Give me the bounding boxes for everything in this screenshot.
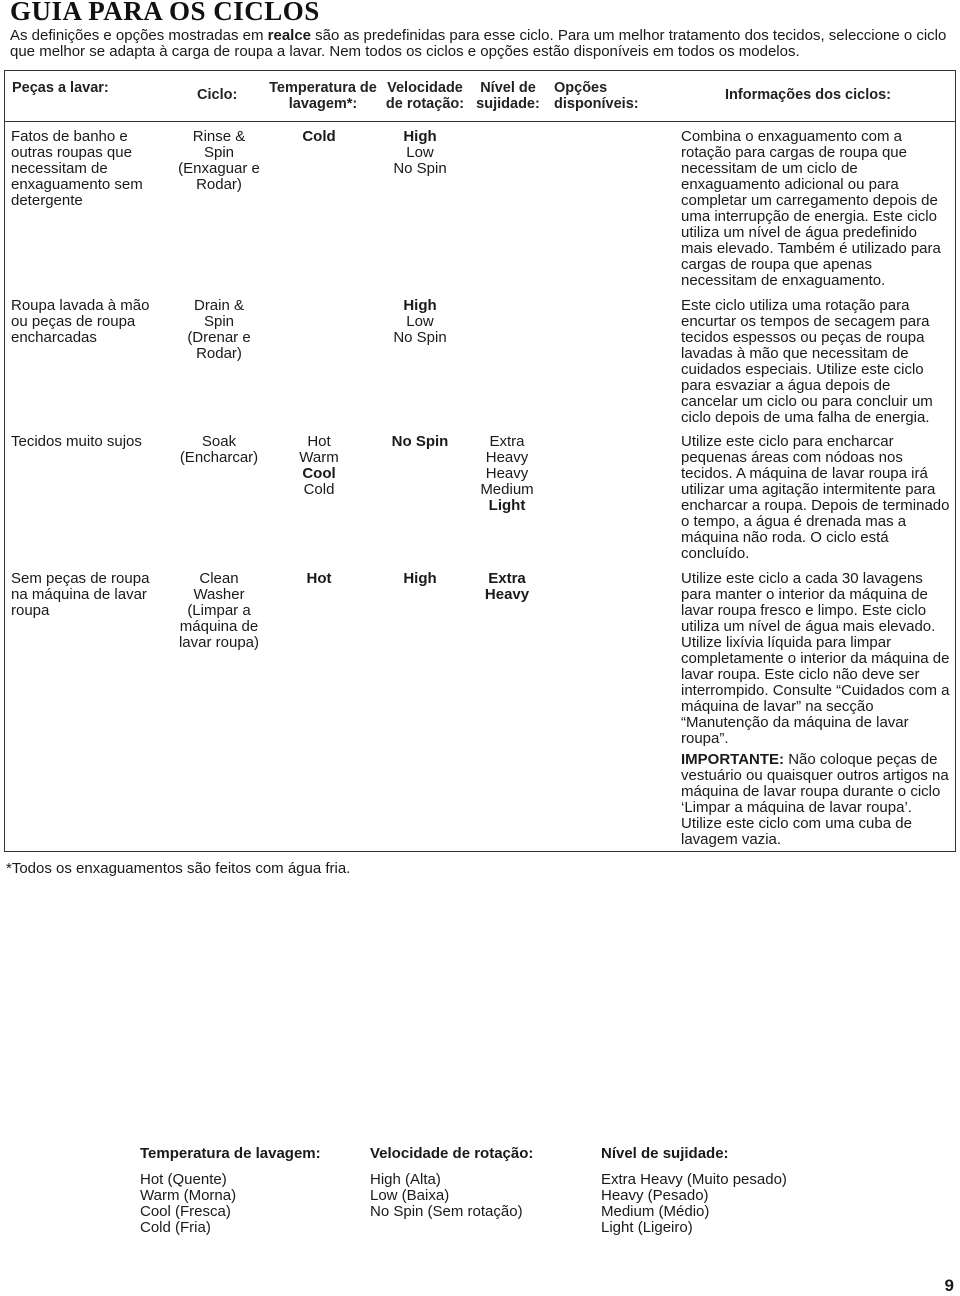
info-text: Utilize este ciclo a cada 30 lavagens para manter o interior da máquina de lavar roupa fresco e limpo. Este ciclo utiliza um nível de água mais elevado. Utilize lixívia líquida para limpar completamente o interior da máquina de lavar roupa. Este ciclo não deve ser interrompido. Consulte “Cuidados com a máquina de lavar” na secção “Manutenção da máquina de lavar roupa”. <box>681 570 950 747</box>
important-note <box>681 752 951 848</box>
important-label: IMPORTANTE: <box>681 751 785 768</box>
legend-item: Light (Ligeiro) <box>601 1219 693 1236</box>
legend-item: Extra Heavy (Muito pesado) <box>601 1171 787 1188</box>
spin-cell <box>369 129 471 177</box>
soil-cell <box>471 434 543 514</box>
temp-value: Hot <box>307 433 331 450</box>
important-text: Não coloque peças de vestuário ou quaisquer outros artigos na máquina de lavar roupa durante o ciclo ‘Limpar a máquina de lavar roupa’. Utilize este ciclo com uma cuba de lavagem vazia. <box>681 751 949 848</box>
header-cycle: Ciclo: <box>197 87 238 103</box>
legend-soil-level <box>601 1146 787 1236</box>
header-spin-speed: Velocidade de rotação: <box>385 80 465 112</box>
legend-title: Velocidade de rotação: <box>370 1145 534 1162</box>
legend-item: Hot (Quente) <box>140 1171 227 1188</box>
temp-value: Hot <box>306 570 332 587</box>
intro-text-2: são as predefinidas para esse ciclo. Para um melhor tratamento dos tecidos, seleccione o ciclo que melhor se adapta à carga de roupa a lavar. Nem todos os ciclos e opções estão disponíveis em todos os modelos. <box>10 27 947 60</box>
spin-cell <box>369 571 471 587</box>
spin-value: High <box>403 570 437 587</box>
temp-value: Warm <box>299 449 339 466</box>
cycle-cell: Clean Washer (Limpar a máquina de lavar roupa) <box>178 570 260 651</box>
info-cell: Este ciclo utiliza uma rotação para encurtar os tempos de secagem para tecidos espessos ou peças de roupa lavadas à mão que necessitam de cuidados especiais. Utilize este ciclo para esvaziar a água depois de cancelar um ciclo ou para concluir um ciclo depois de uma falha de energia. <box>681 297 933 426</box>
intro-text-1: As definições e opções mostradas em <box>10 27 268 44</box>
table-header <box>5 71 955 122</box>
legend-item: Low (Baixa) <box>370 1187 450 1204</box>
header-temperature: Temperatura de lavagem*: <box>269 80 377 112</box>
legend-item: Warm (Morna) <box>140 1187 237 1204</box>
temperature-cell <box>267 434 371 498</box>
header-options: Opções disponíveis: <box>554 80 639 112</box>
legend-item: Cold (Fria) <box>140 1219 211 1236</box>
temp-value: Cold <box>303 481 335 498</box>
temp-value: Cool <box>302 465 336 482</box>
temperature-cell <box>267 129 371 145</box>
spin-value: Low <box>406 144 434 161</box>
spin-value: No Spin <box>393 329 447 346</box>
cycle-cell: Drain & Spin (Drenar e Rodar) <box>187 297 251 362</box>
legend-item: Medium (Médio) <box>601 1203 710 1220</box>
cycle-cell: Rinse & Spin (Enxaguar e Rodar) <box>178 128 260 193</box>
cycle-cell: Soak (Encharcar) <box>179 433 259 466</box>
temp-value: Cold <box>302 128 336 145</box>
cycle-guide-table <box>4 70 956 852</box>
spin-cell <box>369 298 471 346</box>
footnote: *Todos os enxaguamentos são feitos com água fria. <box>6 860 351 877</box>
soil-value: Heavy <box>485 465 529 482</box>
spin-value: High <box>403 128 437 145</box>
items-cell: Fatos de banho e outras roupas que necessitam de enxaguamento sem detergente <box>11 128 143 209</box>
items-cell: Roupa lavada à mão ou peças de roupa encharcadas <box>11 297 150 346</box>
items-cell: Tecidos muito sujos <box>11 433 142 450</box>
header-cycle-info: Informações dos ciclos: <box>725 87 891 103</box>
header-soil-level: Nível de sujidade: <box>476 80 540 112</box>
intro-paragraph <box>10 28 955 60</box>
soil-cell <box>481 571 533 603</box>
intro-highlight: realce <box>267 27 312 44</box>
legend-item: Cool (Fresca) <box>140 1203 231 1220</box>
legend-item: High (Alta) <box>370 1171 441 1188</box>
spin-value: No Spin <box>391 433 449 450</box>
header-items: Peças a lavar: <box>12 80 109 96</box>
info-cell <box>681 571 951 848</box>
spin-value: High <box>403 297 437 314</box>
legend-spin-speed <box>370 1146 533 1220</box>
info-cell: Utilize este ciclo para encharcar pequenas áreas com nódoas nos tecidos. A máquina de lavar roupa irá utilizar uma agitação intermitente para encharcar a roupa. Depois de terminado o tempo, a água é drenada mas a máquina não roda. O ciclo está concluído. <box>681 433 950 562</box>
soil-value: Extra Heavy <box>484 570 530 603</box>
soil-value: Extra Heavy <box>485 433 529 466</box>
soil-value: Medium <box>480 481 534 498</box>
soil-value: Light <box>488 497 526 514</box>
page-number: 9 <box>944 1276 954 1295</box>
items-cell: Sem peças de roupa na máquina de lavar roupa <box>11 570 150 619</box>
spin-value: Low <box>406 313 434 330</box>
legend-item: Heavy (Pesado) <box>601 1187 709 1204</box>
info-cell: Combina o enxaguamento com a rotação para cargas de roupa que necessitam de um ciclo de enxaguamento adicional ou para completar um carregamento depois de uma interrupção de energia. Este ciclo utiliza um nível de água predefinido mais elevado. Também é utilizado para cargas de roupa que apenas necessitam de enxaguamento. <box>681 128 941 289</box>
page-title: GUIA PARA OS CICLOS <box>10 0 320 26</box>
legend-title: Nível de sujidade: <box>601 1145 729 1162</box>
spin-cell <box>369 434 471 450</box>
legend-item: No Spin (Sem rotação) <box>370 1203 523 1220</box>
temperature-cell <box>267 571 371 587</box>
legend-temperature <box>140 1146 321 1236</box>
spin-value: No Spin <box>393 160 447 177</box>
legend-title: Temperatura de lavagem: <box>140 1145 321 1162</box>
